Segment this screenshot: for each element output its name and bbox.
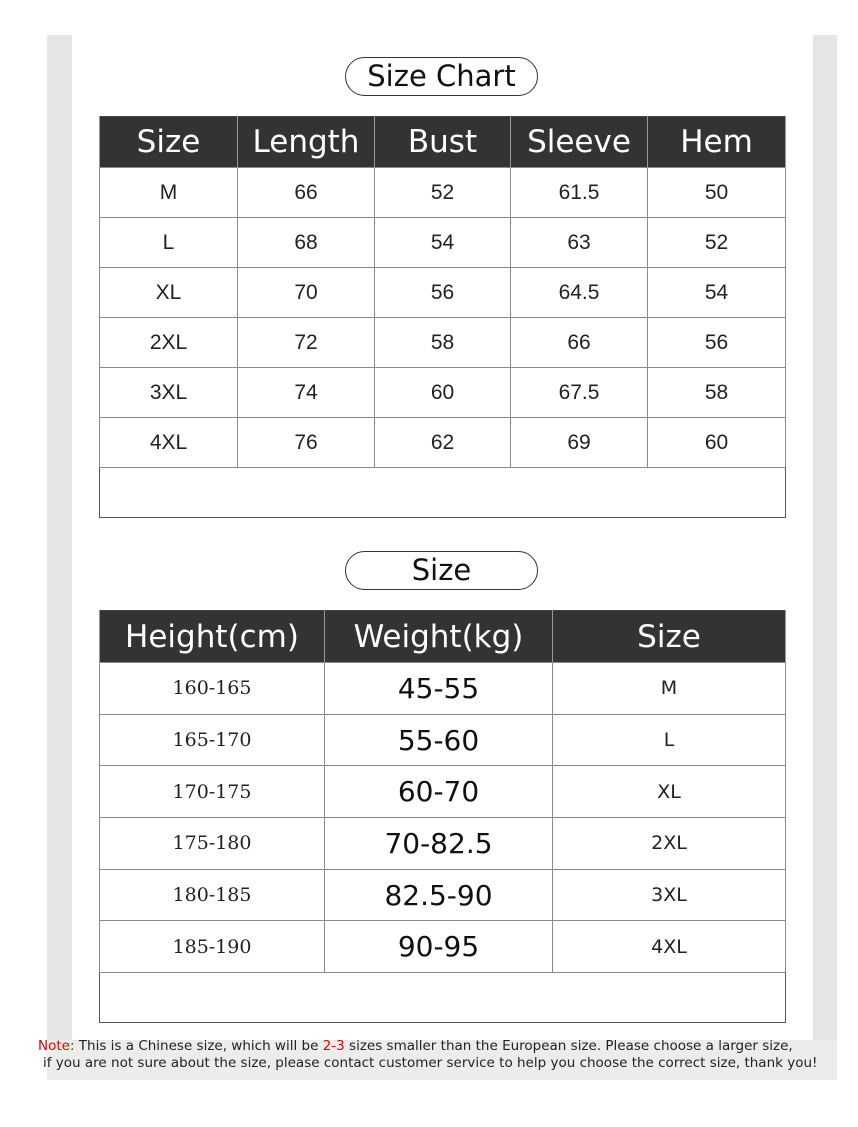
table-row	[100, 218, 786, 268]
header-weight: Weight(kg)	[325, 611, 553, 663]
header-sleeve: Sleeve	[511, 117, 648, 168]
cell-weight: 60-70	[325, 766, 553, 818]
table-row	[100, 318, 786, 368]
table-row	[100, 368, 786, 418]
cell-length: 68	[238, 218, 375, 268]
note-line-1	[38, 1038, 838, 1055]
cell-hem: 56	[648, 318, 786, 368]
cell-size: XL	[100, 268, 238, 318]
cell-weight: 70-82.5	[325, 818, 553, 870]
cell-bust: 56	[375, 268, 511, 318]
note-highlight: 2-3	[322, 1038, 345, 1054]
size-guide-table	[99, 610, 786, 1023]
cell-length: 66	[238, 168, 375, 218]
cell-size: M	[553, 663, 786, 715]
cell-hem: 52	[648, 218, 786, 268]
cell-bust: 52	[375, 168, 511, 218]
table-row	[100, 818, 786, 870]
empty-cell	[100, 973, 786, 1023]
size-chart-title: Size Chart	[345, 57, 538, 96]
cell-hem: 54	[648, 268, 786, 318]
cell-height: 170-175	[100, 766, 325, 818]
table-row	[100, 714, 786, 766]
note-text-b: sizes smaller than the European size. Please choose a larger size,	[344, 1038, 793, 1054]
cell-height: 175-180	[100, 818, 325, 870]
cell-size: L	[100, 218, 238, 268]
table-row	[100, 921, 786, 973]
note-label: Note:	[38, 1038, 75, 1054]
cell-size: L	[553, 714, 786, 766]
cell-size: 3XL	[553, 869, 786, 921]
table-row	[100, 168, 786, 218]
header-size: Size	[100, 117, 238, 168]
cell-sleeve: 63	[511, 218, 648, 268]
cell-length: 70	[238, 268, 375, 318]
size-note	[38, 1038, 838, 1072]
cell-bust: 60	[375, 368, 511, 418]
empty-cell	[100, 468, 786, 518]
cell-size: 2XL	[553, 818, 786, 870]
table-row	[100, 268, 786, 318]
header-height: Height(cm)	[100, 611, 325, 663]
cell-height: 185-190	[100, 921, 325, 973]
cell-sleeve: 66	[511, 318, 648, 368]
header-hem: Hem	[648, 117, 786, 168]
empty-row	[100, 468, 786, 518]
cell-sleeve: 67.5	[511, 368, 648, 418]
cell-length: 72	[238, 318, 375, 368]
cell-height: 180-185	[100, 869, 325, 921]
header-size: Size	[553, 611, 786, 663]
cell-length: 74	[238, 368, 375, 418]
cell-size: 4XL	[100, 418, 238, 468]
cell-sleeve: 61.5	[511, 168, 648, 218]
cell-weight: 55-60	[325, 714, 553, 766]
size-chart-table	[99, 116, 786, 518]
table-row	[100, 766, 786, 818]
size-chart-header-row	[100, 117, 786, 168]
note-text-a: This is a Chinese size, which will be	[74, 1038, 323, 1054]
cell-size: M	[100, 168, 238, 218]
cell-size: 3XL	[100, 368, 238, 418]
cell-sleeve: 69	[511, 418, 648, 468]
cell-weight: 45-55	[325, 663, 553, 715]
cell-length: 76	[238, 418, 375, 468]
cell-sleeve: 64.5	[511, 268, 648, 318]
empty-row	[100, 973, 786, 1023]
cell-hem: 60	[648, 418, 786, 468]
cell-weight: 82.5-90	[325, 869, 553, 921]
right-side-strip	[813, 35, 837, 1080]
cell-size: XL	[553, 766, 786, 818]
size-guide-header-row	[100, 611, 786, 663]
cell-bust: 54	[375, 218, 511, 268]
cell-bust: 58	[375, 318, 511, 368]
cell-size: 2XL	[100, 318, 238, 368]
left-side-strip	[47, 35, 72, 1080]
cell-weight: 90-95	[325, 921, 553, 973]
cell-hem: 58	[648, 368, 786, 418]
cell-height: 165-170	[100, 714, 325, 766]
cell-height: 160-165	[100, 663, 325, 715]
table-row	[100, 869, 786, 921]
cell-hem: 50	[648, 168, 786, 218]
note-line-2: if you are not sure about the size, please contact customer service to help you choose the correct size, thank you!	[43, 1055, 818, 1071]
cell-size: 4XL	[553, 921, 786, 973]
header-bust: Bust	[375, 117, 511, 168]
cell-bust: 62	[375, 418, 511, 468]
size-guide-title: Size	[345, 551, 538, 590]
header-length: Length	[238, 117, 375, 168]
table-row	[100, 663, 786, 715]
table-row	[100, 418, 786, 468]
